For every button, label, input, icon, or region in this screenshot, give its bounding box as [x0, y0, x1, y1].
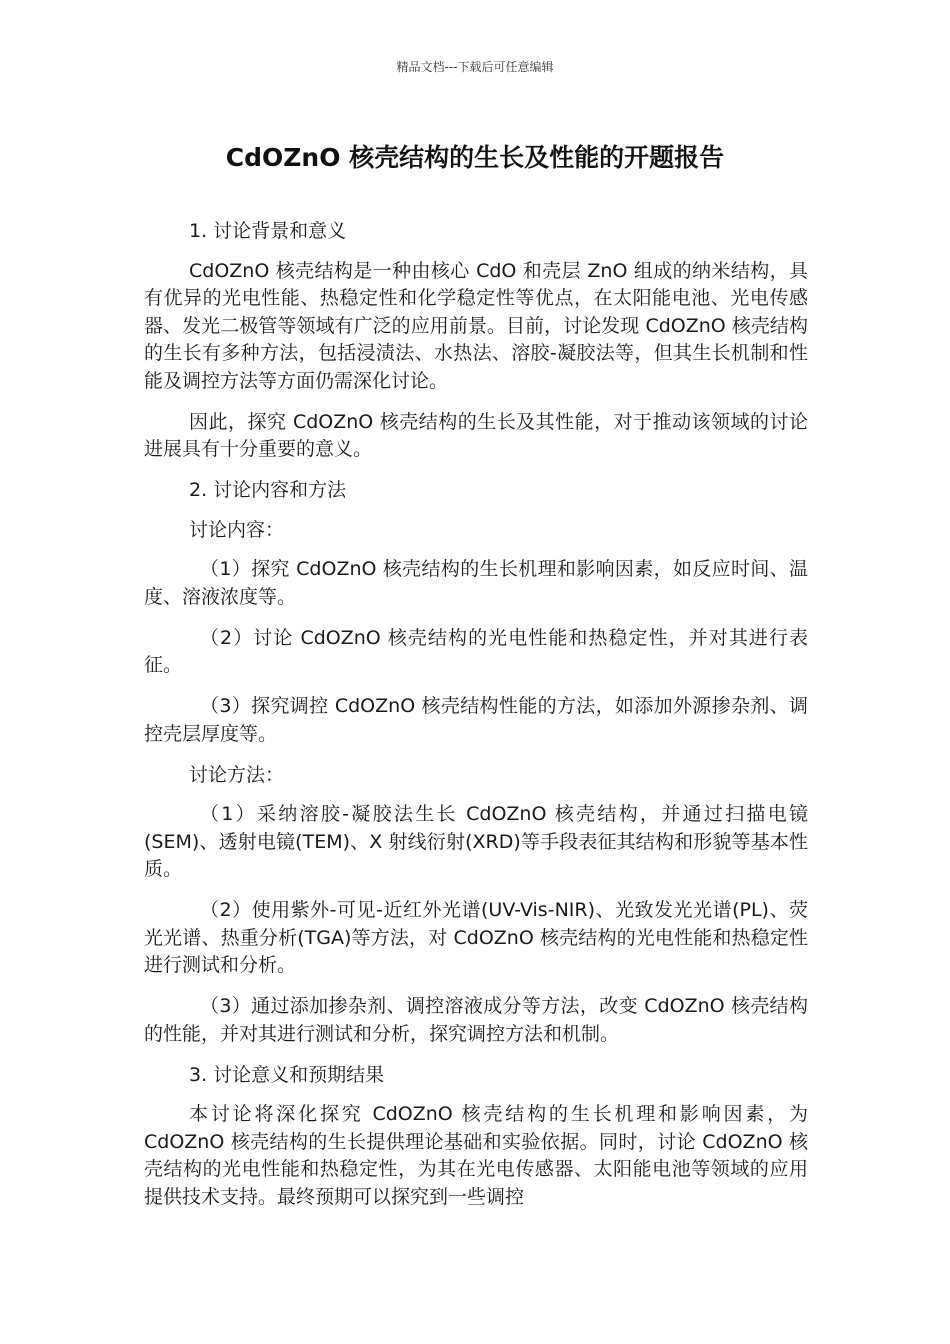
- research-method-item-1: （1）采纳溶胶-凝胶法生长 CdOZnO 核壳结构，并通过扫描电镜(SEM)、透射电镜(TEM)、X 射线衍射(XRD)等手段表征其结构和形貌等基本性质。: [144, 803, 808, 880]
- research-method-label: 讨论方法：: [189, 763, 285, 786]
- document-body: [144, 218, 808, 1225]
- section-1-heading: 1. 讨论背景和意义: [189, 220, 347, 242]
- section-3-heading: 3. 讨论意义和预期结果: [189, 1063, 385, 1086]
- header-note: 精品文档---下载后可任意编辑: [396, 60, 554, 74]
- research-content-item-1: （1）探究 CdOZnO 核壳结构的生长机理和影响因素，如反应时间、温度、溶液浓度等。: [144, 558, 808, 608]
- research-content-item-2: （2）讨论 CdOZnO 核壳结构的光电性能和热稳定性，并对其进行表征。: [144, 626, 808, 676]
- research-method-item-3: （3）通过添加掺杂剂、调控溶液成分等方法，改变 CdOZnO 核壳结构的性能，并对其进行测试和分析，探究调控方法和机制。: [144, 995, 808, 1045]
- document-title: CdOZnO 核壳结构的生长及性能的开题报告: [225, 143, 725, 172]
- research-content-item-3: （3）探究调控 CdOZnO 核壳结构性能的方法，如添加外源掺杂剂、调控壳层厚度等。: [144, 695, 808, 745]
- research-method-item-2: （2）使用紫外-可见-近红外光谱(UV-Vis-NIR)、光致发光光谱(PL)、荧光光谱、热重分析(TGA)等方法，对 CdOZnO 核壳结构的光电性能和热稳定性进行测试和分析。: [144, 899, 808, 976]
- section-1-paragraph-1: CdOZnO 核壳结构是一种由核心 CdO 和壳层 ZnO 组成的纳米结构，具有优异的光电性能、热稳定性和化学稳定性等优点，在太阳能电池、光电传感器、发光二极管等领域有广泛的应用前景。目前，讨论发现 CdOZnO 核壳结构的生长有多种方法，包括浸渍法、水热法、溶胶-凝胶法等，但其生长机制和性能及调控方法等方面仍需深化讨论。: [144, 259, 808, 392]
- section-1-paragraph-2: 因此，探究 CdOZnO 核壳结构的生长及其性能，对于推动该领域的讨论进展具有十分重要的意义。: [144, 410, 808, 460]
- section-2-heading: 2. 讨论内容和方法: [189, 479, 347, 501]
- research-content-label: 讨论内容：: [189, 518, 285, 541]
- section-3-paragraph-1: 本讨论将深化探究 CdOZnO 核壳结构的生长机理和影响因素，为 CdOZnO 核壳结构的生长提供理论基础和实验依据。同时，讨论 CdOZnO 核壳结构的光电性能和热稳定性，为其在光电传感器、太阳能电池等领域的应用提供技术支持。最终预期可以探究到一些调控: [144, 1103, 808, 1208]
